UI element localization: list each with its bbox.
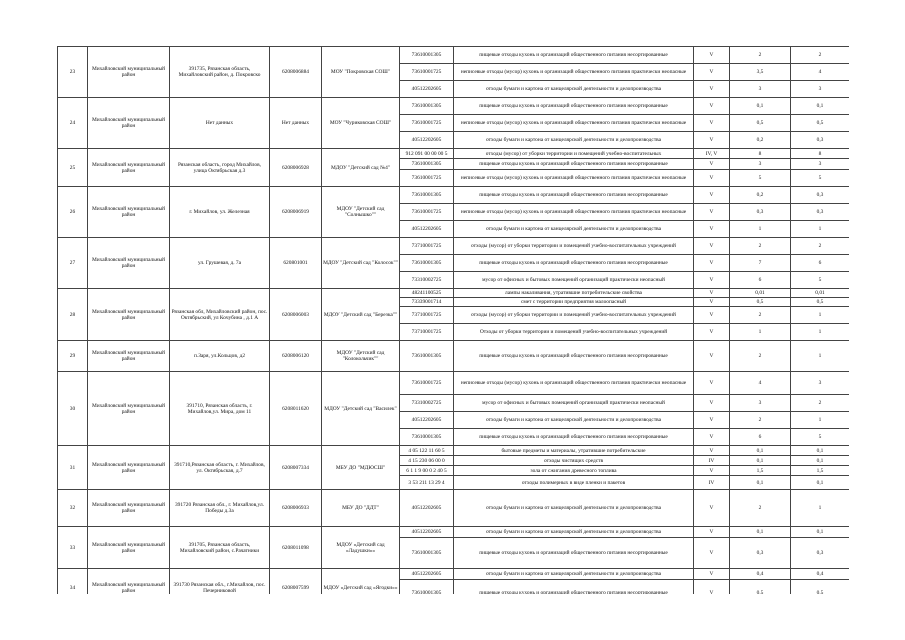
table-row bbox=[58, 238, 850, 255]
hazard-class-cell: V bbox=[694, 580, 730, 595]
waste-name-cell: отходы бумаги и картона от канцелярской деятельности и делопроизводства bbox=[454, 221, 694, 238]
amount-b-cell: 1 bbox=[791, 324, 850, 341]
amount-b-cell: 0,1 bbox=[791, 527, 850, 538]
address-cell: 391710,Рязанская область, г. Михайлов, ул. Октябрьская, д.7 bbox=[170, 446, 270, 490]
district-cell: Михайловский муниципальный район bbox=[88, 490, 170, 527]
row-number: 23 bbox=[58, 47, 88, 98]
waste-code-cell: 73710001725 bbox=[400, 324, 454, 341]
waste-code-cell: 73610001305 bbox=[400, 187, 454, 204]
amount-b-cell: 0,1 bbox=[791, 476, 850, 490]
hazard-class-cell: V bbox=[694, 159, 730, 170]
organization-cell: МДОУ "Детский сад "Березка"" bbox=[322, 289, 400, 341]
amount-b-cell: 0,3 bbox=[791, 538, 850, 569]
row-number: 29 bbox=[58, 341, 88, 372]
waste-name-cell: пищевые отходы кухонь и организаций общественного питания несортированные bbox=[454, 187, 694, 204]
hazard-class-cell: IV bbox=[694, 476, 730, 490]
organization-cell: МДОУ «Детский сад «Ягодки»» bbox=[322, 569, 400, 595]
row-number: 34 bbox=[58, 569, 88, 595]
waste-name-cell: пищевые отходы кухонь и организаций общественного питания несортированные bbox=[454, 255, 694, 272]
hazard-class-cell: IV bbox=[694, 456, 730, 466]
waste-code-cell: 73710001725 bbox=[400, 307, 454, 324]
amount-a-cell: 2 bbox=[730, 341, 791, 372]
amount-a-cell: 0,1 bbox=[730, 476, 791, 490]
address-cell: 391705, Рязанская область, Михайловский район, с.Рачатники bbox=[170, 527, 270, 569]
table-row bbox=[58, 527, 850, 538]
hazard-class-cell: V bbox=[694, 47, 730, 64]
organization-cell: МДОУ "Детский сад "Солнышко"" bbox=[322, 187, 400, 238]
hazard-class-cell: V bbox=[694, 204, 730, 221]
district-cell: Михайловский муниципальный район bbox=[88, 98, 170, 149]
waste-name-cell: отходы полимерных в виде пленки и пакетов bbox=[454, 476, 694, 490]
table-row bbox=[58, 446, 850, 456]
hazard-class-cell: V bbox=[694, 298, 730, 307]
row-number: 31 bbox=[58, 446, 88, 490]
waste-code-cell: 73610001305 bbox=[400, 159, 454, 170]
waste-name-cell: пищевые отходы кухонь и организаций общественного питания несортированные bbox=[454, 159, 694, 170]
address-cell: Рязанская область, город Михайлов, улица Октябрьская д.3 bbox=[170, 149, 270, 187]
hazard-class-cell: V bbox=[694, 569, 730, 580]
amount-a-cell: 7 bbox=[730, 255, 791, 272]
amount-a-cell: 0,1 bbox=[730, 446, 791, 456]
waste-name-cell: пищевые отходы кухонь и организаций общественного питания несортированные bbox=[454, 98, 694, 115]
organization-cell: МБУ ДО "ДДТ" bbox=[322, 490, 400, 527]
waste-name-cell: бытовые предметы и материалы, утратившие потребительские bbox=[454, 446, 694, 456]
inn-cell: 6208007334 bbox=[270, 446, 322, 490]
waste-name-cell: отходы чистящих средств bbox=[454, 456, 694, 466]
row-number: 30 bbox=[58, 372, 88, 446]
waste-code-cell: 73610001305 bbox=[400, 580, 454, 595]
row-number: 24 bbox=[58, 98, 88, 149]
organization-cell: МДОУ «Детский сад «Ладушки»» bbox=[322, 527, 400, 569]
hazard-class-cell: V bbox=[694, 307, 730, 324]
waste-name-cell: пищевые отходы кухонь и организаций общественного питания несортированные bbox=[454, 538, 694, 569]
waste-name-cell: отходы бумаги и картона от канцелярской деятельности и делопроизводства bbox=[454, 569, 694, 580]
waste-name-cell: отходы (мусор) от уборки территории и помещений учебно-воспитательных bbox=[454, 149, 694, 159]
inn-cell: 6208006884 bbox=[270, 47, 322, 98]
inn-cell: 6208006919 bbox=[270, 187, 322, 238]
address-cell: Нет данных bbox=[170, 98, 270, 149]
row-number: 27 bbox=[58, 238, 88, 289]
hazard-class-cell: V bbox=[694, 527, 730, 538]
district-cell: Михайловский муниципальный район bbox=[88, 527, 170, 569]
amount-b-cell: 3 bbox=[791, 372, 850, 395]
waste-name-cell: неписевые отходы (мусор) кухонь и организаций общественного питания практически неопасные bbox=[454, 372, 694, 395]
amount-a-cell: 0,2 bbox=[730, 132, 791, 149]
hazard-class-cell: V bbox=[694, 412, 730, 429]
row-number: 26 bbox=[58, 187, 88, 238]
amount-a-cell: 0,5 bbox=[730, 298, 791, 307]
amount-a-cell: 0,5 bbox=[730, 580, 791, 595]
waste-code-cell: 73610001305 bbox=[400, 341, 454, 372]
amount-b-cell: 6 bbox=[791, 255, 850, 272]
waste-registry-table bbox=[57, 46, 849, 594]
inn-cell: 6208006928 bbox=[270, 149, 322, 187]
amount-b-cell: 8 bbox=[791, 149, 850, 159]
organization-cell: МОУ "Чуриковская СОШ" bbox=[322, 98, 400, 149]
hazard-class-cell: V bbox=[694, 64, 730, 81]
amount-b-cell: 2 bbox=[791, 47, 850, 64]
inn-cell: 6208006003 bbox=[270, 289, 322, 341]
waste-code-cell: 6 1 1 9 00 0 2 40 5 bbox=[400, 466, 454, 476]
waste-code-cell: 73310002725 bbox=[400, 395, 454, 412]
amount-a-cell: 3 bbox=[730, 159, 791, 170]
waste-name-cell: отходы (мусор) от уборки территории и помещений учебно-воспитательных учреждений bbox=[454, 307, 694, 324]
amount-a-cell: 0,1 bbox=[730, 98, 791, 115]
table-row bbox=[58, 47, 850, 64]
table-row bbox=[58, 372, 850, 395]
amount-a-cell: 0,2 bbox=[730, 187, 791, 204]
organization-cell: МДОУ "Детский сад "Василек" bbox=[322, 372, 400, 446]
waste-code-cell: 73610001305 bbox=[400, 47, 454, 64]
amount-b-cell: 1 bbox=[791, 490, 850, 527]
waste-name-cell: пищевые отходы кухонь и организаций общественного питания несортированные bbox=[454, 580, 694, 595]
amount-a-cell: 3,5 bbox=[730, 64, 791, 81]
waste-name-cell: Отходы от уборки территории и помещений учебно-воспитательных учреждений bbox=[454, 324, 694, 341]
waste-code-cell: 40512202605 bbox=[400, 490, 454, 527]
waste-code-cell: 40512202605 bbox=[400, 527, 454, 538]
table-row bbox=[58, 341, 850, 372]
amount-b-cell: 1,5 bbox=[791, 466, 850, 476]
amount-b-cell: 3 bbox=[791, 159, 850, 170]
amount-b-cell: 0,1 bbox=[791, 446, 850, 456]
waste-code-cell: 73610001725 bbox=[400, 115, 454, 132]
row-number: 32 bbox=[58, 490, 88, 527]
amount-a-cell: 0,4 bbox=[730, 569, 791, 580]
waste-name-cell: пищевые отходы кухонь и организаций общественного питания несортированные bbox=[454, 341, 694, 372]
row-number: 33 bbox=[58, 527, 88, 569]
amount-b-cell: 1 bbox=[791, 221, 850, 238]
amount-b-cell: 0,5 bbox=[791, 580, 850, 595]
hazard-class-cell: V bbox=[694, 115, 730, 132]
table-row bbox=[58, 569, 850, 580]
inn-cell: Нет данных bbox=[270, 98, 322, 149]
address-cell: 391730 Рязанская обл., г.Михайлов, пос. Печерниковой bbox=[170, 569, 270, 595]
inn-cell: 6208006120 bbox=[270, 341, 322, 372]
hazard-class-cell: V bbox=[694, 170, 730, 187]
waste-code-cell: 73710001725 bbox=[400, 238, 454, 255]
amount-a-cell: 0,3 bbox=[730, 538, 791, 569]
hazard-class-cell: V bbox=[694, 98, 730, 115]
address-cell: ул. Грушевая, д. 7а bbox=[170, 238, 270, 289]
amount-b-cell: 2 bbox=[791, 238, 850, 255]
waste-name-cell: пищевые отходы кухонь и организаций общественного питания несортированные bbox=[454, 429, 694, 446]
waste-code-cell: 3 53 211 13 29 4 bbox=[400, 476, 454, 490]
waste-name-cell: зола от сжигания древесного топлива bbox=[454, 466, 694, 476]
hazard-class-cell: V bbox=[694, 395, 730, 412]
amount-a-cell: 4 bbox=[730, 372, 791, 395]
hazard-class-cell: V bbox=[694, 255, 730, 272]
amount-a-cell: 6 bbox=[730, 272, 791, 289]
inn-cell: 6208011620 bbox=[270, 372, 322, 446]
document-page bbox=[57, 46, 849, 594]
amount-a-cell: 2 bbox=[730, 412, 791, 429]
waste-code-cell: 48241100525 bbox=[400, 289, 454, 298]
amount-b-cell: 1 bbox=[791, 341, 850, 372]
waste-name-cell: отходы бумаги и картона от канцелярской деятельности и делопроизводства bbox=[454, 412, 694, 429]
amount-b-cell: 5 bbox=[791, 272, 850, 289]
address-cell: 391735, Рязанская область, Михайловский район, д. Покровско bbox=[170, 47, 270, 98]
amount-b-cell: 0,3 bbox=[791, 187, 850, 204]
waste-code-cell: 4 05 122 11 60 5 bbox=[400, 446, 454, 456]
waste-name-cell: неписевые отходы (мусор) кухонь и организаций общественного питания практически неопасные bbox=[454, 170, 694, 187]
amount-b-cell: 2 bbox=[791, 395, 850, 412]
waste-code-cell: 73339001714 bbox=[400, 298, 454, 307]
waste-name-cell: неписевые отходы (мусор) кухонь и организаций общественного питания практически неопасные bbox=[454, 64, 694, 81]
waste-name-cell: пищевые отходы кухонь и организаций общественного питания несортированные bbox=[454, 47, 694, 64]
table-row bbox=[58, 149, 850, 159]
amount-b-cell: 0,01 bbox=[791, 289, 850, 298]
amount-b-cell: 0,5 bbox=[791, 115, 850, 132]
amount-a-cell: 0,01 bbox=[730, 289, 791, 298]
hazard-class-cell: V bbox=[694, 81, 730, 98]
address-cell: Рязанская обл, Михайловский район, пос. Октябрьский, ул Кочубина , д.1 А bbox=[170, 289, 270, 341]
hazard-class-cell: V bbox=[694, 324, 730, 341]
waste-code-cell: 73610001305 bbox=[400, 98, 454, 115]
waste-name-cell: отходы (мусор) от уборки территории и помещений учебно-воспитательных учреждений bbox=[454, 238, 694, 255]
waste-code-cell: 40512202605 bbox=[400, 569, 454, 580]
waste-code-cell: 73310002725 bbox=[400, 272, 454, 289]
amount-a-cell: 5 bbox=[730, 170, 791, 187]
hazard-class-cell: V bbox=[694, 132, 730, 149]
amount-a-cell: 2 bbox=[730, 238, 791, 255]
amount-a-cell: 8 bbox=[730, 149, 791, 159]
district-cell: Михайловский муниципальный район bbox=[88, 372, 170, 446]
inn-cell: 6208007599 bbox=[270, 569, 322, 595]
amount-b-cell: 5 bbox=[791, 170, 850, 187]
hazard-class-cell: V bbox=[694, 538, 730, 569]
waste-name-cell: отходы бумаги и картона от канцелярской деятельности и делопроизводства bbox=[454, 527, 694, 538]
waste-code-cell: 40512202605 bbox=[400, 81, 454, 98]
hazard-class-cell: V bbox=[694, 341, 730, 372]
waste-name-cell: мусор от офисных и бытовых помещений организаций практически неопасный bbox=[454, 272, 694, 289]
waste-name-cell: отходы бумаги и картона от канцелярской деятельности и делопроизводства bbox=[454, 81, 694, 98]
amount-a-cell: 2 bbox=[730, 307, 791, 324]
amount-a-cell: 1 bbox=[730, 221, 791, 238]
hazard-class-cell: V bbox=[694, 187, 730, 204]
table-row bbox=[58, 98, 850, 115]
hazard-class-cell: V bbox=[694, 238, 730, 255]
amount-a-cell: 3 bbox=[730, 395, 791, 412]
row-number: 28 bbox=[58, 289, 88, 341]
waste-name-cell: смет с территории предприятия малоопасный bbox=[454, 298, 694, 307]
hazard-class-cell: V bbox=[694, 372, 730, 395]
hazard-class-cell: V bbox=[694, 466, 730, 476]
waste-name-cell: мусор от офисных и бытовых помещений организаций практически неопасный bbox=[454, 395, 694, 412]
district-cell: Михайловский муниципальный район bbox=[88, 569, 170, 595]
inn-cell: 6208011098 bbox=[270, 527, 322, 569]
waste-name-cell: лампы накаливания, утратившие потребительские свойства bbox=[454, 289, 694, 298]
amount-a-cell: 2 bbox=[730, 47, 791, 64]
hazard-class-cell: V bbox=[694, 429, 730, 446]
amount-b-cell: 1 bbox=[791, 412, 850, 429]
address-cell: 391710, Рязанская область, г. Михайлов,ул. Мира, дом 11 bbox=[170, 372, 270, 446]
inn-cell: 620801001 bbox=[270, 238, 322, 289]
amount-b-cell: 1 bbox=[791, 307, 850, 324]
amount-b-cell: 5 bbox=[791, 429, 850, 446]
amount-b-cell: 0,4 bbox=[791, 569, 850, 580]
table-row bbox=[58, 187, 850, 204]
amount-a-cell: 0,5 bbox=[730, 115, 791, 132]
amount-a-cell: 0,1 bbox=[730, 456, 791, 466]
organization-cell: МБУ ДО "МДЮСШ" bbox=[322, 446, 400, 490]
amount-a-cell: 1,5 bbox=[730, 466, 791, 476]
amount-a-cell: 1 bbox=[730, 324, 791, 341]
district-cell: Михайловский муниципальный район bbox=[88, 289, 170, 341]
organization-cell: МДОУ "Детский сад "Колосок"" bbox=[322, 238, 400, 289]
amount-b-cell: 0,5 bbox=[791, 298, 850, 307]
hazard-class-cell: V bbox=[694, 490, 730, 527]
amount-b-cell: 4 bbox=[791, 64, 850, 81]
amount-b-cell: 0,3 bbox=[791, 204, 850, 221]
address-cell: 391720 Рязанская обл., г. Михайлов,ул. Победы д.3а bbox=[170, 490, 270, 527]
organization-cell: МДОУ "Детский сад №4" bbox=[322, 149, 400, 187]
district-cell: Михайловский муниципальный район bbox=[88, 238, 170, 289]
waste-code-cell: 73610001305 bbox=[400, 255, 454, 272]
district-cell: Михайловский муниципальный район bbox=[88, 341, 170, 372]
inn-cell: 6208006933 bbox=[270, 490, 322, 527]
waste-code-cell: 40512202605 bbox=[400, 221, 454, 238]
row-number: 25 bbox=[58, 149, 88, 187]
district-cell: Михайловский муниципальный район bbox=[88, 446, 170, 490]
district-cell: Михайловский муниципальный район bbox=[88, 149, 170, 187]
district-cell: Михайловский муниципальный район bbox=[88, 47, 170, 98]
waste-code-cell: 40512202605 bbox=[400, 132, 454, 149]
organization-cell: МОУ "Покровская СОШ" bbox=[322, 47, 400, 98]
amount-a-cell: 3 bbox=[730, 81, 791, 98]
amount-a-cell: 6 bbox=[730, 429, 791, 446]
hazard-class-cell: V bbox=[694, 272, 730, 289]
hazard-class-cell: V bbox=[694, 446, 730, 456]
amount-a-cell: 0,1 bbox=[730, 527, 791, 538]
waste-code-cell: 912 091 00 00 00 5 bbox=[400, 149, 454, 159]
amount-b-cell: 0,1 bbox=[791, 98, 850, 115]
table-row bbox=[58, 490, 850, 527]
organization-cell: МДОУ "Детский сад "Колокольчик"" bbox=[322, 341, 400, 372]
amount-b-cell: 3 bbox=[791, 81, 850, 98]
waste-code-cell: 73610001725 bbox=[400, 204, 454, 221]
district-cell: Михайловский муниципальный район bbox=[88, 187, 170, 238]
waste-code-cell: 73610001305 bbox=[400, 538, 454, 569]
waste-code-cell: 4 15 230 06 00 0 bbox=[400, 456, 454, 466]
waste-code-cell: 73610001725 bbox=[400, 372, 454, 395]
amount-a-cell: 0,3 bbox=[730, 204, 791, 221]
waste-name-cell: неписевые отходы (мусор) кухонь и организаций общественного питания практически неопасные bbox=[454, 115, 694, 132]
hazard-class-cell: V bbox=[694, 221, 730, 238]
table-row bbox=[58, 289, 850, 298]
waste-code-cell: 73610001305 bbox=[400, 429, 454, 446]
amount-b-cell: 0,1 bbox=[791, 456, 850, 466]
waste-name-cell: отходы бумаги и картона от канцелярской деятельности и делопроизводства bbox=[454, 132, 694, 149]
waste-code-cell: 73610001725 bbox=[400, 64, 454, 81]
hazard-class-cell: V bbox=[694, 289, 730, 298]
amount-a-cell: 2 bbox=[730, 490, 791, 527]
address-cell: г. Михайлов, ул. Железная bbox=[170, 187, 270, 238]
waste-code-cell: 40512202605 bbox=[400, 412, 454, 429]
waste-name-cell: неписевые отходы (мусор) кухонь и организаций общественного питания практически неопасные bbox=[454, 204, 694, 221]
amount-b-cell: 0,3 bbox=[791, 132, 850, 149]
waste-code-cell: 73610001725 bbox=[400, 170, 454, 187]
address-cell: п.Заря, ул.Кольцов, д2 bbox=[170, 341, 270, 372]
hazard-class-cell: IV, V bbox=[694, 149, 730, 159]
waste-name-cell: отходы бумаги и картона от канцелярской деятельности и делопроизводства bbox=[454, 490, 694, 527]
